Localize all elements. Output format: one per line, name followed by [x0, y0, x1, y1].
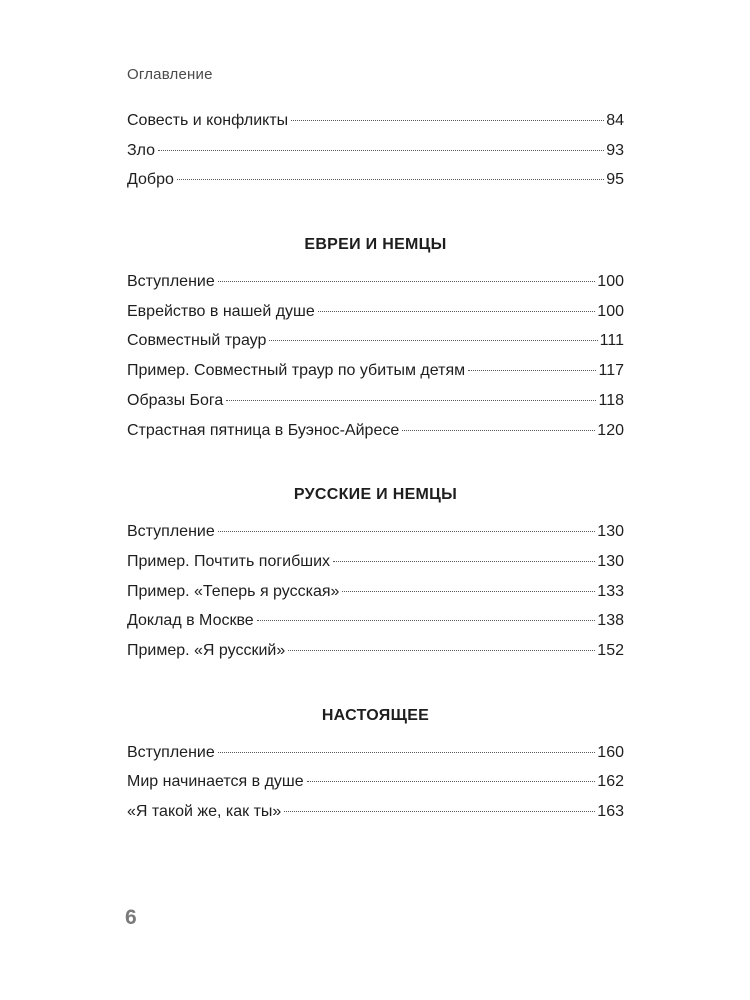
toc-entry [127, 326, 624, 356]
dot-leader [218, 752, 596, 753]
toc-entry-title: Мир начинается в душе [127, 773, 304, 791]
toc-entry-title: «Я такой же, как ты» [127, 803, 282, 820]
toc-entry-page: 117 [598, 362, 624, 380]
toc-entry [127, 606, 624, 636]
dot-leader [342, 591, 595, 592]
toc-entry-title: Страстная пятница в Буэнос-Айресе [127, 421, 400, 439]
toc-entry-title: Пример. Почтить погибших [127, 552, 331, 570]
toc-section [127, 706, 624, 827]
toc-entry-page: 152 [597, 641, 624, 659]
dot-leader [226, 400, 596, 401]
section-heading: НАСТОЯЩЕЕ [321, 706, 430, 724]
toc-entry-title: Вступление [127, 523, 215, 541]
toc-entry [127, 416, 624, 446]
toc-entry-title: Образы Бога [127, 391, 224, 409]
toc-entry [127, 297, 624, 327]
toc-entry-title: Совместный траур [127, 332, 267, 350]
toc-entry-page: 84 [606, 112, 624, 129]
running-head: Оглавление [127, 66, 213, 83]
toc-entry-page: 138 [597, 612, 624, 630]
toc-entry [127, 106, 624, 136]
dot-leader [468, 370, 596, 371]
dot-leader [218, 531, 596, 532]
toc-entry-title: Совесть и конфликты [127, 112, 289, 129]
dot-leader [288, 650, 595, 651]
toc-entry-page: 111 [599, 332, 624, 350]
table-of-contents [127, 106, 624, 867]
toc-entry-page: 133 [597, 582, 624, 600]
toc-entry-page: 130 [597, 523, 624, 541]
toc-entry [127, 738, 624, 768]
toc-entry-title: Доклад в Москве [127, 612, 254, 630]
toc-entry [127, 517, 624, 547]
section-heading: ЕВРЕИ И НЕМЦЫ [304, 236, 447, 254]
toc-section [127, 235, 624, 445]
dot-leader [218, 281, 596, 282]
dot-leader [333, 561, 595, 562]
toc-entry [127, 267, 624, 297]
toc-entry [127, 767, 624, 797]
dot-leader [257, 620, 596, 621]
toc-entry [127, 636, 624, 666]
toc-section [127, 106, 624, 195]
toc-entry-title: Пример. Совместный траур по убитым детям [127, 362, 466, 380]
page-number: 6 [125, 906, 137, 929]
toc-section [127, 485, 624, 665]
toc-entry-title: Зло [127, 141, 156, 159]
toc-entry-title: Добро [127, 171, 174, 189]
toc-entry-title: Пример. «Теперь я русская» [127, 582, 340, 600]
toc-entry [127, 547, 624, 577]
toc-entry-page: 100 [597, 302, 624, 320]
toc-entry [127, 577, 624, 607]
dot-leader [158, 150, 604, 151]
toc-entry [127, 797, 624, 827]
dot-leader [291, 120, 604, 121]
toc-entry-title: Вступление [127, 743, 215, 761]
dot-leader [284, 811, 595, 812]
toc-entry-title: Еврейство в нашей душе [127, 302, 315, 320]
toc-entry [127, 356, 624, 386]
dot-leader [307, 781, 596, 782]
toc-entry [127, 136, 624, 166]
toc-entry-page: 162 [597, 773, 624, 791]
toc-entry-title: Пример. «Я русский» [127, 641, 286, 659]
toc-entry-title: Вступление [127, 273, 215, 291]
toc-entry-page: 93 [606, 141, 624, 159]
toc-entry-page: 130 [597, 552, 624, 570]
toc-entry-page: 100 [597, 273, 624, 291]
dot-leader [269, 340, 597, 341]
toc-entry-page: 163 [597, 803, 624, 820]
dot-leader [318, 311, 596, 312]
dot-leader [177, 179, 604, 180]
toc-entry [127, 165, 624, 195]
toc-entry-page: 95 [606, 171, 624, 189]
toc-entry [127, 386, 624, 416]
toc-entry-page: 160 [597, 743, 624, 761]
toc-entry-page: 118 [598, 391, 624, 409]
section-heading: РУССКИЕ И НЕМЦЫ [293, 486, 458, 504]
toc-entry-page: 120 [597, 421, 624, 439]
dot-leader [402, 430, 595, 431]
